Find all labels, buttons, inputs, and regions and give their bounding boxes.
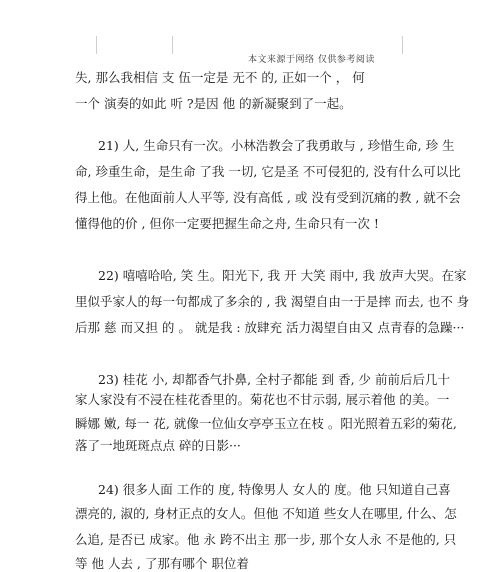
text-line: 后那 慈 而又担 的 。 就是我 : 放肆充 活力渴望自由又 点青春的急躁···: [75, 320, 465, 335]
paragraph-23-line: 23) 桂花 小, 却都香气扑鼻, 全村子都能 到 香, 少 前前后后几十: [98, 372, 450, 387]
header-tick: [402, 36, 403, 54]
header-tick: [96, 36, 97, 54]
text-line: 里似乎家人的每一句都成了多余的 , 我 渴望自由一于是摔 而去, 也不 身: [75, 294, 470, 309]
text-line: 命, 珍重生命，是生命 了我 一切, 它是圣 不可侵犯的, 没有什么可以比: [75, 164, 461, 179]
text-line: 懂得他的价 , 但你一定要把握生命之舟, 生命只有一次 !: [75, 216, 379, 231]
text-line: 么追, 是否已 成家。他 永 跨不出主 那一步, 那个女人永 不是他的, 只: [75, 532, 457, 547]
paragraph-22-line: 22) 嘻嘻哈哈, 笑 生。阳光下, 我 开 大笑 雨中, 我 放声大哭。在家: [98, 268, 467, 283]
text-line: 等 他 人去 , 了那有哪个 职位着: [75, 556, 249, 571]
source-note: 本文来源于网络 仅供参考阅读: [248, 55, 375, 65]
text-line: 漂亮的, 淑的, 身材正点的女人。但他 不知道 些女人在哪里, 什么、怎: [75, 506, 457, 521]
text-line: 失, 那么我相信 支 伍一定是 无不 的, 正如一个 ， 何: [75, 70, 365, 85]
paragraph-21-line: 21) 人, 生命只有一次。小林浩教会了我勇敢与 , 珍惜生命, 珍 生: [98, 138, 455, 153]
text-line: 一个 演奏的如此 听 ?是因 他 的新凝聚到了一起。: [75, 96, 352, 111]
paragraph-24-line: 24) 很多人面 工作的 度, 特像男人 女人的 度。他 只知道自己喜: [98, 482, 451, 497]
text-line: 得上他。在他面前人人平等, 没有高低 , 或 没有受到沉痛的教 , 就不会: [75, 190, 461, 205]
text-line: 家人家没有不浸在桂花香里的。菊花也不甘示弱, 展示着他 的美。一: [75, 392, 450, 407]
text-line: 落了一地斑斑点点 碎的日影···: [75, 438, 241, 453]
header-tick: [172, 36, 173, 54]
text-line: 瞬娜 嫩, 每一 花, 就像一位仙女亭亭玉立在枝 。阳光照着五彩的菊花,: [75, 416, 457, 431]
